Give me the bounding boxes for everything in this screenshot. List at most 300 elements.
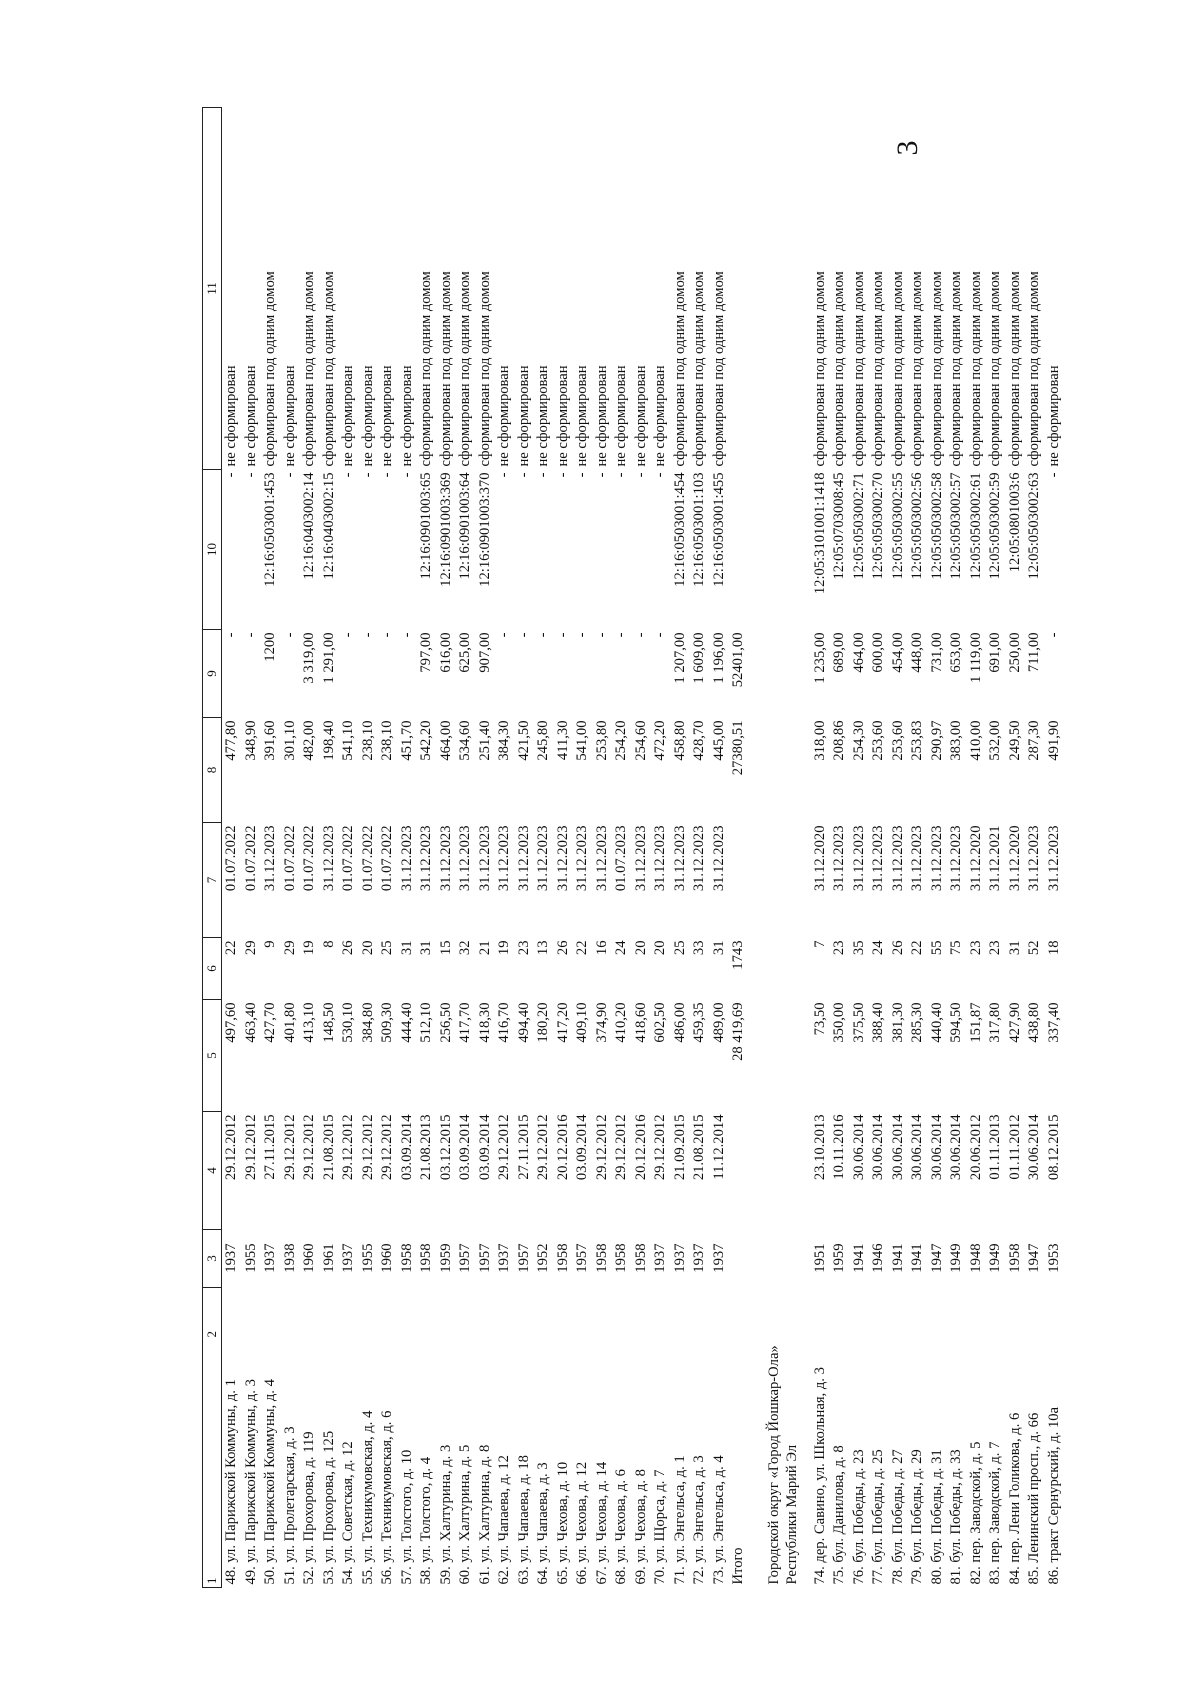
- table-cell: 20.12.2016: [632, 1114, 649, 1181]
- table-cell: 427,90: [1006, 1002, 1023, 1043]
- table-cell: 151,87: [967, 1002, 984, 1043]
- table-cell: 01.07.2022: [242, 825, 259, 892]
- table-cell: 21.08.2015: [691, 1114, 707, 1181]
- total-cell: [729, 823, 749, 938]
- table-cell: 418,30: [476, 1002, 493, 1043]
- table-cell: 72. ул. Энгельса, д. 3: [691, 1455, 707, 1585]
- table-cell: 31.12.2023: [554, 825, 571, 892]
- table-cell: 388,40: [870, 1002, 886, 1043]
- table-cell: 80. бул. Победы, д. 31: [928, 1449, 945, 1585]
- table-cell: 31.12.2023: [850, 825, 867, 892]
- table-row: [967, 108, 987, 1588]
- table-cell: 1937: [652, 1243, 668, 1273]
- table-cell: 31.12.2023: [928, 825, 945, 892]
- table-cell: 12:05:0703008:45: [831, 472, 847, 580]
- table-cell: сформирован под одним домом: [889, 271, 906, 467]
- table-cell: 238,10: [379, 720, 395, 761]
- table-cell: сформирован под одним домом: [262, 271, 278, 467]
- table-cell: 31.12.2023: [496, 825, 512, 892]
- table-cell: 254,60: [632, 720, 649, 761]
- table-row: [476, 108, 496, 1588]
- table-row: [651, 108, 671, 1588]
- table-cell: -: [359, 632, 376, 638]
- table-cell: 1958: [632, 1243, 649, 1273]
- table-cell: 31: [398, 940, 415, 956]
- table-cell: 541,10: [340, 720, 356, 761]
- total-cell: 28 419,69: [730, 1002, 746, 1061]
- table-cell: 08.12.2015: [1045, 1114, 1062, 1181]
- table-cell: 73. ул. Энгельса, д. 4: [710, 1455, 727, 1585]
- table-cell: 459,35: [691, 1002, 707, 1043]
- table-row: [811, 108, 831, 1588]
- table-cell: -: [281, 472, 298, 478]
- housing-table: [202, 107, 1064, 1588]
- table-cell: 384,80: [359, 1002, 376, 1043]
- table-cell: 71. ул. Энгельса, д. 1: [671, 1455, 688, 1585]
- column-number: 9: [204, 670, 219, 677]
- table-cell: 1959: [831, 1243, 847, 1273]
- table-cell: -: [574, 472, 590, 478]
- table-cell: сформирован под одним домом: [301, 271, 317, 467]
- table-cell: -: [613, 472, 629, 478]
- table-cell: 411,30: [554, 720, 571, 761]
- table-cell: 12:16:0901003:65: [418, 472, 434, 580]
- table-cell: 03.09.2014: [398, 1114, 415, 1181]
- table-cell: 31.12.2023: [691, 825, 707, 892]
- table-cell: 31: [710, 940, 727, 956]
- table-cell: 31.12.2023: [870, 825, 886, 892]
- table-cell: 31.12.2023: [418, 825, 434, 892]
- table-cell: 1937: [671, 1243, 688, 1273]
- table-cell: -: [554, 632, 571, 638]
- table-cell: 1938: [281, 1243, 298, 1273]
- table-cell: 249,50: [1006, 720, 1023, 761]
- table-cell: 12:16:0901003:64: [457, 472, 473, 580]
- table-cell: 180,20: [535, 1002, 551, 1043]
- table-cell: 79. бул. Победы, д. 29: [909, 1449, 925, 1585]
- table-cell: 31.12.2023: [437, 825, 454, 892]
- table-row: [398, 108, 418, 1588]
- table-cell: не сформирован: [359, 365, 376, 467]
- table-row: [710, 108, 730, 1588]
- table-cell: 52: [1026, 940, 1042, 956]
- table-cell: -: [223, 472, 239, 478]
- table-cell: 12:05:0503002:55: [889, 472, 906, 580]
- table-cell: 29.12.2012: [496, 1114, 512, 1181]
- table-cell: не сформирован: [652, 365, 668, 467]
- table-cell: 31.12.2023: [652, 825, 668, 892]
- table-cell: 16: [593, 940, 610, 956]
- table-cell: сформирован под одним домом: [967, 271, 984, 467]
- table-cell: 534,60: [457, 720, 473, 761]
- table-cell: 01.07.2023: [613, 825, 629, 892]
- column-header: [203, 1230, 222, 1288]
- table-cell: 1951: [811, 1243, 828, 1273]
- table-cell: -: [340, 632, 356, 638]
- table-cell: 1948: [967, 1243, 984, 1273]
- table-row: [671, 108, 691, 1588]
- table-cell: 1957: [574, 1243, 590, 1273]
- table-cell: -: [379, 632, 395, 638]
- table-cell: 1 207,00: [671, 632, 688, 684]
- table-cell: 33: [691, 940, 707, 956]
- table-cell: 24: [613, 940, 629, 956]
- table-cell: 29.12.2012: [613, 1114, 629, 1181]
- table-cell: 29.12.2012: [652, 1114, 668, 1181]
- table-row: [1025, 108, 1045, 1588]
- table-cell: 445,00: [710, 720, 727, 761]
- table-cell: 509,30: [379, 1002, 395, 1043]
- table-cell: -: [242, 472, 259, 478]
- table-cell: 1937: [496, 1243, 512, 1273]
- table-cell: 35: [850, 940, 867, 956]
- table-cell: 25: [671, 940, 688, 956]
- table-cell: 23: [515, 940, 532, 956]
- table-cell: 530,10: [340, 1002, 356, 1043]
- table-cell: 19: [496, 940, 512, 956]
- table-cell: 31.12.2023: [1026, 825, 1042, 892]
- table-cell: 1957: [515, 1243, 532, 1273]
- table-cell: 254,20: [613, 720, 629, 761]
- table-cell: 417,70: [457, 1002, 473, 1043]
- table-cell: 31.12.2023: [593, 825, 610, 892]
- column-header: [203, 470, 222, 630]
- table-cell: 253,60: [889, 720, 906, 761]
- table-cell: не сформирован: [613, 365, 629, 467]
- table-cell: 29.12.2012: [535, 1114, 551, 1181]
- table-cell: 1949: [987, 1243, 1003, 1273]
- table-cell: 1955: [359, 1243, 376, 1273]
- table-cell: 497,60: [223, 1002, 239, 1043]
- table-cell: 1 196,00: [710, 632, 727, 684]
- table-row: [456, 108, 476, 1588]
- table-cell: 31.12.2020: [811, 825, 828, 892]
- table-header: [203, 108, 222, 1588]
- table-cell: 31.12.2023: [574, 825, 590, 892]
- table-row: [850, 108, 870, 1588]
- table-cell: 1 291,00: [320, 632, 337, 684]
- total-cell: Итого: [730, 1547, 746, 1585]
- table-cell: 1 609,00: [691, 632, 707, 684]
- total-cell: [729, 1112, 749, 1230]
- table-cell: -: [535, 472, 551, 478]
- table-cell: 29.12.2012: [223, 1114, 239, 1181]
- table-cell: 1947: [1026, 1243, 1042, 1273]
- table-row: [573, 108, 593, 1588]
- table-cell: 9: [262, 940, 278, 948]
- spacer-cell: [801, 108, 811, 1588]
- table-cell: 58. ул. Толстого, д. 4: [418, 1456, 434, 1585]
- table-cell: 52. ул. Прохорова, д. 119: [301, 1431, 317, 1585]
- table-cell: 31.12.2023: [632, 825, 649, 892]
- table-cell: 21.09.2015: [671, 1114, 688, 1181]
- table-cell: 01.07.2022: [301, 825, 317, 892]
- table-cell: сформирован под одним домом: [710, 271, 727, 467]
- table-cell: 494,40: [515, 1002, 532, 1043]
- table-cell: -: [1045, 472, 1062, 478]
- table-cell: 23: [967, 940, 984, 956]
- table-cell: 12:05:0503002:58: [928, 472, 945, 580]
- table-cell: 31: [418, 940, 434, 956]
- table-row: [830, 108, 850, 1588]
- table-cell: 616,00: [437, 632, 454, 673]
- table-cell: 731,00: [928, 632, 945, 673]
- column-header: [203, 938, 222, 1000]
- table-cell: 907,00: [476, 632, 493, 673]
- table-cell: -: [359, 472, 376, 478]
- column-header: [203, 1288, 222, 1588]
- column-number: 5: [204, 1052, 219, 1059]
- table-cell: 31.12.2020: [1006, 825, 1023, 892]
- table-row: [554, 108, 574, 1588]
- table-row: [417, 108, 437, 1588]
- table-cell: 20: [359, 940, 376, 956]
- table-cell: 1 235,00: [811, 632, 828, 684]
- table-cell: сформирован под одним домом: [1006, 271, 1023, 467]
- table-cell: сформирован под одним домом: [909, 271, 925, 467]
- table-cell: 20.06.2012: [967, 1114, 984, 1181]
- table-cell: 512,10: [418, 1002, 434, 1043]
- table-cell: не сформирован: [398, 365, 415, 467]
- total-cell: [729, 1230, 749, 1288]
- table-cell: 12:16:0503001:455: [710, 472, 727, 587]
- table-cell: 391,60: [262, 720, 278, 761]
- table-cell: 1958: [613, 1243, 629, 1273]
- table-cell: сформирован под одним домом: [948, 271, 964, 467]
- column-number: 1: [204, 1577, 219, 1584]
- table-cell: 23: [987, 940, 1003, 956]
- table-cell: 22: [574, 940, 590, 956]
- table-cell: сформирован под одним домом: [457, 271, 473, 467]
- table-cell: 75: [948, 940, 964, 956]
- table-cell: сформирован под одним домом: [476, 271, 493, 467]
- table-cell: -: [554, 472, 571, 478]
- table-cell: 287,30: [1026, 720, 1042, 761]
- table-cell: 31.12.2023: [889, 825, 906, 892]
- table-cell: 409,10: [574, 1002, 590, 1043]
- table-cell: 70. ул. Щорса, д. 7: [652, 1469, 668, 1585]
- table-cell: 69. ул. Чехова, д. 8: [632, 1469, 649, 1585]
- table-row: [593, 108, 613, 1588]
- table-cell: 19: [301, 940, 317, 956]
- table-cell: -: [1045, 632, 1062, 638]
- table-cell: 348,90: [242, 720, 259, 761]
- table-row: [320, 108, 340, 1588]
- table-cell: 253,80: [593, 720, 610, 761]
- table-cell: 12:16:0503001:103: [691, 472, 707, 587]
- total-row: [729, 108, 749, 1588]
- table-cell: 542,20: [418, 720, 434, 761]
- table-cell: 472,20: [652, 720, 668, 761]
- table-cell: 01.11.2012: [1006, 1114, 1023, 1180]
- table-cell: -: [535, 632, 551, 638]
- table-row: [515, 108, 535, 1588]
- table-cell: 486,00: [671, 1002, 688, 1043]
- table-cell: сформирован под одним домом: [831, 271, 847, 467]
- table-cell: 56. ул. Техникумовская, д. 6: [379, 1410, 395, 1585]
- table-cell: 428,70: [691, 720, 707, 761]
- table-cell: 21.08.2013: [418, 1114, 434, 1181]
- table-cell: 451,70: [398, 720, 415, 761]
- total-cell: 1743: [730, 940, 746, 970]
- table-row: [947, 108, 967, 1588]
- table-cell: 421,50: [515, 720, 532, 761]
- table-row: [690, 108, 710, 1588]
- table-cell: 24: [870, 940, 886, 956]
- table-cell: 1957: [476, 1243, 493, 1273]
- table-cell: 75. бул. Данилова, д. 8: [831, 1445, 847, 1585]
- column-number: 10: [204, 543, 219, 556]
- table-row: [495, 108, 515, 1588]
- spacer-row: [801, 108, 811, 1588]
- table-cell: 482,00: [301, 720, 317, 761]
- table-cell: 01.11.2013: [987, 1114, 1003, 1180]
- table-cell: 54. ул. Советская, д. 12: [340, 1441, 356, 1585]
- table-cell: 81. бул. Победы, д. 33: [948, 1449, 964, 1585]
- table-cell: -: [340, 472, 356, 478]
- table-cell: 18: [1045, 940, 1062, 956]
- table-row: [359, 108, 379, 1588]
- table-cell: 1941: [889, 1243, 906, 1273]
- column-number: 4: [204, 1167, 219, 1174]
- table-cell: 77. бул. Победы, д. 25: [870, 1449, 886, 1585]
- column-number: 2: [204, 1331, 219, 1338]
- table-cell: 416,70: [496, 1002, 512, 1043]
- table-cell: 01.07.2022: [223, 825, 239, 892]
- table-cell: не сформирован: [1045, 365, 1062, 467]
- table-row: [300, 108, 320, 1588]
- table-cell: -: [496, 472, 512, 478]
- table-cell: сформирован под одним домом: [691, 271, 707, 467]
- table-cell: 285,30: [909, 1002, 925, 1043]
- table-cell: 29.12.2012: [379, 1114, 395, 1181]
- table-cell: 1958: [418, 1243, 434, 1273]
- column-header: [203, 718, 222, 823]
- table-cell: сформирован под одним домом: [850, 271, 867, 467]
- table-cell: 29.12.2012: [359, 1114, 376, 1181]
- table-cell: 12:16:0503001:453: [262, 472, 278, 587]
- table-cell: 26: [340, 940, 356, 956]
- table-cell: 20.12.2016: [554, 1114, 571, 1181]
- table-cell: -: [593, 632, 610, 638]
- table-cell: 78. бул. Победы, д. 27: [889, 1449, 906, 1585]
- table-cell: 32: [457, 940, 473, 956]
- table-cell: 29: [242, 940, 259, 956]
- table-cell: 711,00: [1026, 632, 1042, 673]
- table-cell: 31.12.2023: [262, 825, 278, 892]
- table-cell: 12:05:3101001:1418: [811, 472, 828, 595]
- table-cell: не сформирован: [379, 365, 395, 467]
- table-cell: 63. ул. Чапаева, д. 18: [515, 1455, 532, 1585]
- table-cell: 245,80: [535, 720, 551, 761]
- table-cell: 12:05:0503002:63: [1026, 472, 1042, 580]
- table-cell: 31.12.2023: [1045, 825, 1062, 892]
- table-cell: 03.09.2014: [476, 1114, 493, 1181]
- table-cell: -: [242, 632, 259, 638]
- table-cell: 350,00: [831, 1002, 847, 1043]
- table-cell: 29.12.2012: [593, 1114, 610, 1181]
- table-cell: 29.12.2012: [301, 1114, 317, 1181]
- table-cell: не сформирован: [515, 365, 532, 467]
- table-cell: 444,40: [398, 1002, 415, 1043]
- table-cell: 15: [437, 940, 454, 956]
- table-cell: 23.10.2013: [811, 1114, 828, 1181]
- table-cell: -: [632, 472, 649, 478]
- table-cell: 438,80: [1026, 1002, 1042, 1043]
- table-cell: 1958: [554, 1243, 571, 1273]
- table-cell: 30.06.2014: [850, 1114, 867, 1181]
- table-cell: -: [398, 632, 415, 638]
- table-cell: 66. ул. Чехова, д. 12: [574, 1461, 590, 1585]
- table-cell: 594,50: [948, 1002, 964, 1043]
- table-cell: 383,00: [948, 720, 964, 761]
- table-cell: 22: [909, 940, 925, 956]
- table-cell: 29.12.2012: [281, 1114, 298, 1181]
- table-cell: -: [652, 472, 668, 478]
- table-cell: 27.11.2015: [262, 1114, 278, 1180]
- table-cell: 27.11.2015: [515, 1114, 532, 1180]
- table-cell: 13: [535, 940, 551, 956]
- table-row: [339, 108, 359, 1588]
- table-cell: -: [379, 472, 395, 478]
- table-cell: 31.12.2023: [476, 825, 493, 892]
- table-cell: 26: [554, 940, 571, 956]
- table-cell: -: [281, 632, 298, 638]
- table-cell: 427,70: [262, 1002, 278, 1043]
- table-cell: 1960: [301, 1243, 317, 1273]
- table-cell: 84. пер. Лени Голикова, д. 6: [1006, 1412, 1023, 1585]
- table-cell: 29: [281, 940, 298, 956]
- column-header: [203, 823, 222, 938]
- table-cell: 1941: [909, 1243, 925, 1273]
- table-row: [1045, 108, 1065, 1588]
- table-cell: 1955: [242, 1243, 259, 1273]
- table-cell: сформирован под одним домом: [437, 271, 454, 467]
- table-cell: 691,00: [987, 632, 1003, 673]
- table-cell: 83. пер. Заводской, д. 7: [987, 1441, 1003, 1585]
- table-cell: 464,00: [850, 632, 867, 673]
- section-title: Городской округ «Город Йошкар-Ола» Республики Марий Эл: [765, 1345, 800, 1585]
- table-cell: 01.07.2022: [379, 825, 395, 892]
- table-cell: -: [515, 632, 532, 638]
- table-cell: 477,80: [223, 720, 239, 761]
- table-cell: 31.12.2023: [320, 825, 337, 892]
- table-cell: 413,10: [301, 1002, 317, 1043]
- table-cell: 12:16:0901003:369: [437, 472, 454, 587]
- table-cell: 12:05:0503002:70: [870, 472, 886, 580]
- table-cell: 29.12.2012: [340, 1114, 356, 1181]
- table-cell: 653,00: [948, 632, 964, 673]
- table-cell: 448,00: [909, 632, 925, 673]
- table-cell: 50. ул. Парижской Коммуны, д. 4: [262, 1379, 278, 1585]
- table-cell: 67. ул. Чехова, д. 14: [593, 1461, 610, 1585]
- table-cell: 1952: [535, 1243, 551, 1273]
- table-row: [869, 108, 889, 1588]
- table-cell: 26: [889, 940, 906, 956]
- table-row: [928, 108, 948, 1588]
- column-header: [203, 630, 222, 718]
- table-cell: 31.12.2023: [671, 825, 688, 892]
- table-cell: 10.11.2016: [831, 1114, 847, 1180]
- table-cell: 463,40: [242, 1002, 259, 1043]
- table-cell: сформирован под одним домом: [671, 271, 688, 467]
- table-cell: 30.06.2014: [870, 1114, 886, 1181]
- table-cell: 253,60: [870, 720, 886, 761]
- table-cell: 12:16:0403002:15: [320, 472, 337, 580]
- table-cell: 25: [379, 940, 395, 956]
- table-cell: 55: [928, 940, 945, 956]
- column-number: 3: [204, 1255, 219, 1262]
